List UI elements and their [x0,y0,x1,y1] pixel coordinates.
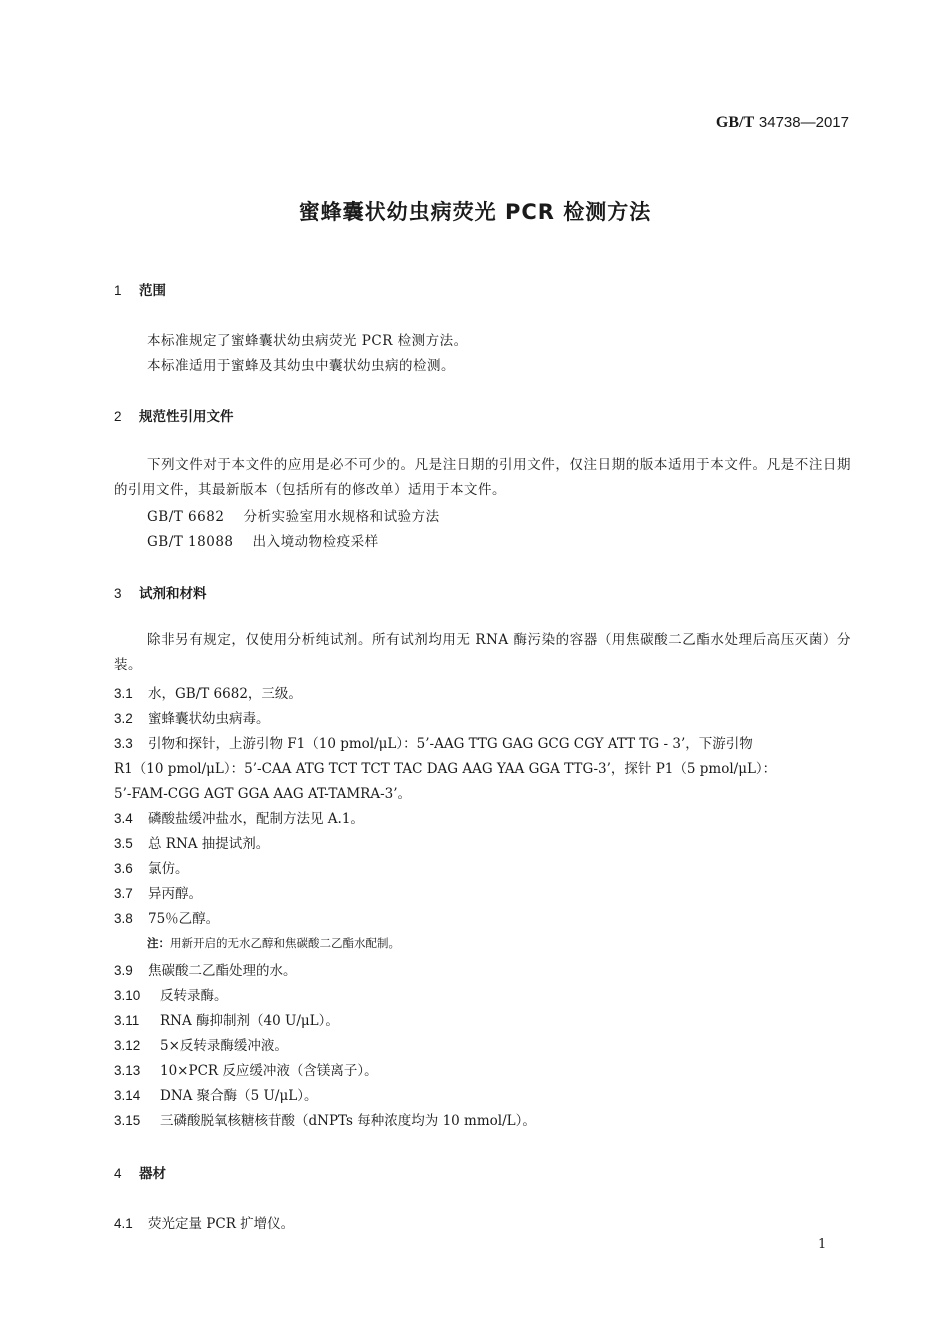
list-item: 3.3 引物和探针，上游引物 F1（10 pmol/μL）：5’-AAG TTG GAG GCG CGY ATT TG - 3’，下游引物 [114,736,753,752]
section-heading-4: 4 器材 [114,1166,166,1182]
list-item: 3.9 焦碳酸二乙酯处理的水。 [114,963,297,979]
list-item: 3.1 水，GB/T 6682，三级。 [114,686,302,702]
list-item: 3.10 反转录酶。 [114,988,228,1004]
section-heading-1: 1 范围 [114,283,166,299]
paragraph: 除非另有规定，仅使用分析纯试剂。所有试剂均用无 RNA 酶污染的容器（用焦碳酸二乙酯水处理后高压灭菌）分装。 [114,632,851,673]
list-item: 3.13 10×PCR 反应缓冲液（含镁离子）。 [114,1063,378,1079]
reference-item: GB/T 18088 出入境动物检疫采样 [147,534,379,550]
list-item: 3.7 异丙醇。 [114,886,202,902]
list-item: 3.4 磷酸盐缓冲盐水，配制方法见 A.1。 [114,811,364,827]
paragraph: 本标准规定了蜜蜂囊状幼虫病荧光 PCR 检测方法。 [147,333,468,349]
section-heading-2: 2 规范性引用文件 [114,409,234,425]
standard-prefix: GB/T [715,114,755,131]
page-number: 1 [818,1237,827,1252]
list-item: 3.14 DNA 聚合酶（5 U/μL）。 [114,1088,318,1104]
reference-item: GB/T 6682 分析实验室用水规格和试验方法 [147,509,440,525]
list-item: 3.5 总 RNA 抽提试剂。 [114,836,270,852]
note: 注：用新开启的无水乙醇和焦碳酸二乙酯水配制。 [147,936,400,950]
list-item-continuation: 5’-FAM-CGG AGT GGA AAG AT-TAMRA-3’。 [114,786,412,802]
paragraph: 本标准适用于蜜蜂及其幼虫中囊状幼虫病的检测。 [147,358,455,374]
section-heading-3: 3 试剂和材料 [114,586,207,602]
paragraph: 下列文件对于本文件的应用是必不可少的。凡是注日期的引用文件，仅注日期的版本适用于本文件。凡是不注日期的引用文件，其最新版本（包括所有的修改单）适用于本文件。 [114,457,851,498]
list-item: 3.12 5×反转录酶缓冲液。 [114,1038,288,1054]
list-item: 4.1 荧光定量 PCR 扩增仪。 [114,1216,295,1232]
standard-number: 34738—2017 [758,114,849,131]
list-item: 3.2 蜜蜂囊状幼虫病毒。 [114,711,270,727]
document-title: 蜜蜂囊状幼虫病荧光 PCR 检测方法 [298,200,652,224]
list-item: 3.15 三磷酸脱氧核糖核苷酸（dNPTs 每种浓度均为 10 mmol/L）。 [114,1113,536,1129]
list-item: 3.8 75％乙醇。 [114,911,220,927]
list-item-continuation: R1（10 pmol/μL）：5’-CAA ATG TCT TCT TAC DAG AAG YAA GGA TTG-3’，探针 P1（5 pmol/μL）： [114,761,777,777]
list-item: 3.6 氯仿。 [114,861,189,877]
list-item: 3.11 RNA 酶抑制剂（40 U/μL）。 [114,1013,339,1029]
standard-code [716,113,849,132]
